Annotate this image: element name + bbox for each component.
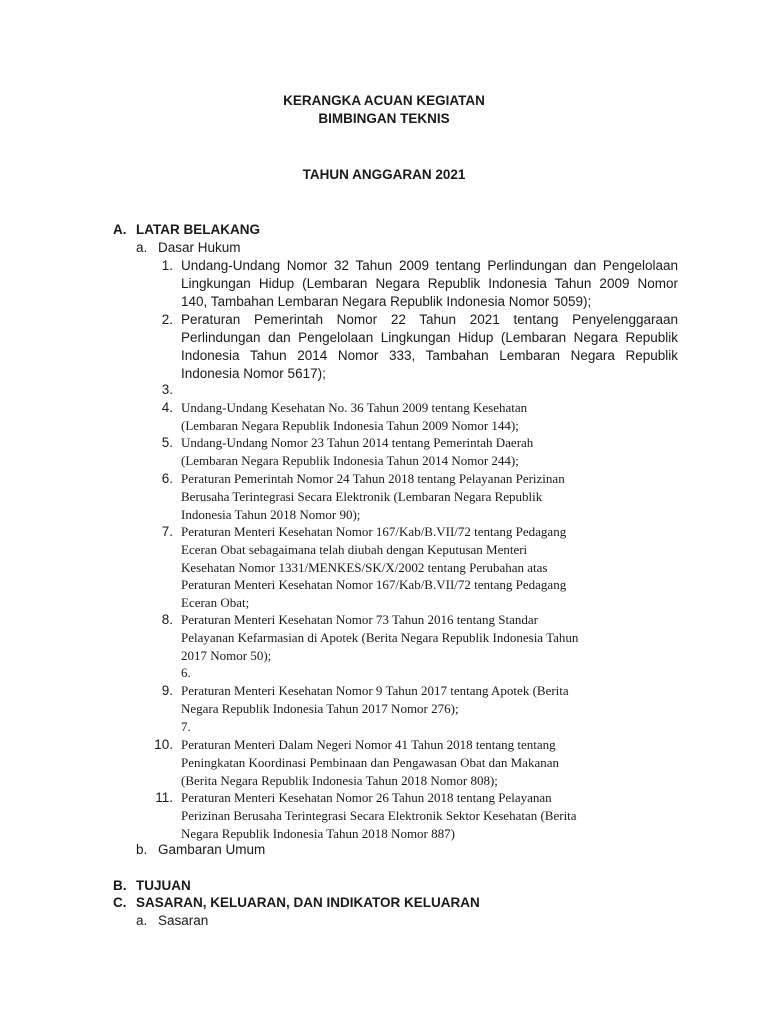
list-item-number: 10.	[154, 737, 173, 752]
list-item-text	[181, 611, 578, 682]
list-item-line: Perizinan Berusaha Terintegrasi Secara Elektronik Sektor Kesehatan (Berita	[181, 807, 577, 823]
list-item-text	[181, 311, 678, 383]
list-item-line: Peraturan Menteri Dalam Negeri Nomor 41 Tahun 2018 tentang tentang	[181, 737, 556, 752]
doc-title-line-2: BIMBINGAN TEKNIS	[318, 111, 450, 126]
subsection-label: Sasaran	[158, 913, 209, 928]
section-b-heading	[113, 877, 191, 895]
doc-title-line-3: TAHUN ANGGARAN 2021	[302, 167, 466, 182]
section-c-heading	[113, 894, 480, 912]
list-item-number: 4.	[161, 400, 173, 415]
list-item-line: (Lembaran Negara Republik Indonesia Tahun 2014 Nomor 244);	[181, 452, 519, 468]
list-item-number: 6.	[161, 471, 173, 486]
list-item-line: Peraturan Pemerintah Nomor 24 Tahun 2018 tentang Pelayanan Perizinan	[181, 471, 565, 486]
list-item-line: Peraturan Pemerintah Nomor 22 Tahun 2021 tentang Penyelenggaraan	[181, 312, 678, 327]
list-item-line: Peraturan Menteri Kesehatan Nomor 167/Kab/B.VII/72 tentang Pedagang	[181, 524, 567, 539]
list-item-line: Undang-Undang Nomor 32 Tahun 2009 tentang Perlindungan dan Pengelolaan	[181, 258, 678, 273]
list-item-line: Peraturan Menteri Kesehatan Nomor 26 Tahun 2018 tentang Pelayanan	[181, 790, 552, 805]
list-item-number: 9.	[161, 683, 173, 698]
list-item-number: 3.	[161, 382, 173, 397]
list-item-line: Indonesia Tahun 2018 Nomor 90);	[181, 506, 361, 522]
list-item-line: Negara Republik Indonesia Tahun 2018 Nomor 887)	[181, 825, 455, 841]
subsection-letter: b.	[136, 842, 148, 857]
list-item-text	[181, 257, 678, 311]
list-item-line: Kesehatan Nomor 1331/MENKES/SK/X/2002 tentang Perubahan atas	[181, 559, 548, 575]
section-c-letter: C.	[113, 895, 127, 910]
list-item-line: Lingkungan Hidup (Lembaran Negara Republik Indonesia Tahun 2009 Nomor	[181, 276, 678, 291]
list-item-line: Peraturan Menteri Kesehatan Nomor 73 Tahun 2016 tentang Standar	[181, 612, 538, 627]
list-item-line: Indonesia Nomor 5617);	[181, 366, 326, 381]
list-item-line: (Lembaran Negara Republik Indonesia Tahun 2009 Nomor 144);	[181, 417, 519, 433]
list-item-text	[181, 682, 569, 735]
section-c-label: SASARAN, KELUARAN, DAN INDIKATOR KELUARAN	[136, 895, 480, 910]
list-item-number: 8.	[161, 612, 173, 627]
list-item-text	[181, 399, 527, 435]
subsection-label: Dasar Hukum	[158, 240, 241, 255]
list-item-text	[181, 789, 577, 842]
subsection-letter: a.	[136, 913, 148, 928]
doc-title-line-1: KERANGKA ACUAN KEGIATAN	[283, 93, 485, 108]
section-a-label: LATAR BELAKANG	[136, 222, 260, 237]
list-item-number: 5.	[161, 435, 173, 450]
list-item-text	[181, 434, 533, 470]
list-item-line: Peraturan Menteri Kesehatan Nomor 9 Tahun 2017 tentang Apotek (Berita	[181, 683, 569, 698]
subsection-sasaran	[136, 912, 208, 929]
list-item-line: 2017 Nomor 50);	[181, 647, 272, 663]
subsection-label: Gambaran Umum	[158, 842, 266, 857]
list-item-line: Peningkatan Koordinasi Pembinaan dan Pengawasan Obat dan Makanan	[181, 754, 559, 770]
list-item-line: 7.	[181, 718, 191, 734]
list-item-line: 140, Tambahan Lembaran Negara Republik Indonesia Nomor 5059);	[181, 294, 592, 309]
list-item-text	[181, 470, 565, 523]
list-item-number: 1.	[161, 258, 173, 273]
list-item-line: Berusaha Terintegrasi Secara Elektronik (Lembaran Negara Republik	[181, 488, 543, 504]
list-item-line: Eceran Obat;	[181, 595, 250, 611]
section-a-letter: A.	[113, 222, 127, 237]
list-item-line: Indonesia Tahun 2014 Nomor 333, Tambahan Lembaran Negara Republik	[181, 348, 678, 363]
section-b-label: TUJUAN	[136, 878, 191, 893]
list-item-line: 6.	[181, 665, 191, 681]
list-item-line: Eceran Obat sebagaimana telah diubah dengan Keputusan Menteri	[181, 541, 528, 557]
list-item-line: Peraturan Menteri Kesehatan Nomor 167/Kab/B.VII/72 tentang Pedagang	[181, 577, 567, 593]
subsection-letter: a.	[136, 240, 148, 255]
list-item-line: Pelayanan Kefarmasian di Apotek (Berita Negara Republik Indonesia Tahun	[181, 629, 579, 645]
list-item-line: Negara Republik Indonesia Tahun 2017 Nomor 276);	[181, 700, 459, 716]
list-item-number: 2.	[161, 312, 173, 327]
list-item-number: 11.	[155, 790, 173, 805]
list-item-number: 7.	[161, 524, 173, 539]
subsection-gambaran-umum	[136, 841, 265, 858]
list-item-line: Perlindungan dan Pengelolaan Lingkungan Hidup (Lembaran Negara Republik	[181, 330, 678, 345]
list-item-line: Undang-Undang Nomor 23 Tahun 2014 tentang Pemerintah Daerah	[181, 435, 534, 450]
section-a-heading	[113, 221, 260, 239]
list-item-text	[181, 736, 559, 789]
list-item-text	[181, 523, 566, 612]
list-item-line: Undang-Undang Kesehatan No. 36 Tahun 2009 tentang Kesehatan	[181, 400, 528, 415]
section-b-letter: B.	[113, 878, 127, 893]
subsection-dasar-hukum	[136, 239, 241, 256]
list-item-line: (Berita Negara Republik Indonesia Tahun 2018 Nomor 808);	[181, 772, 498, 788]
